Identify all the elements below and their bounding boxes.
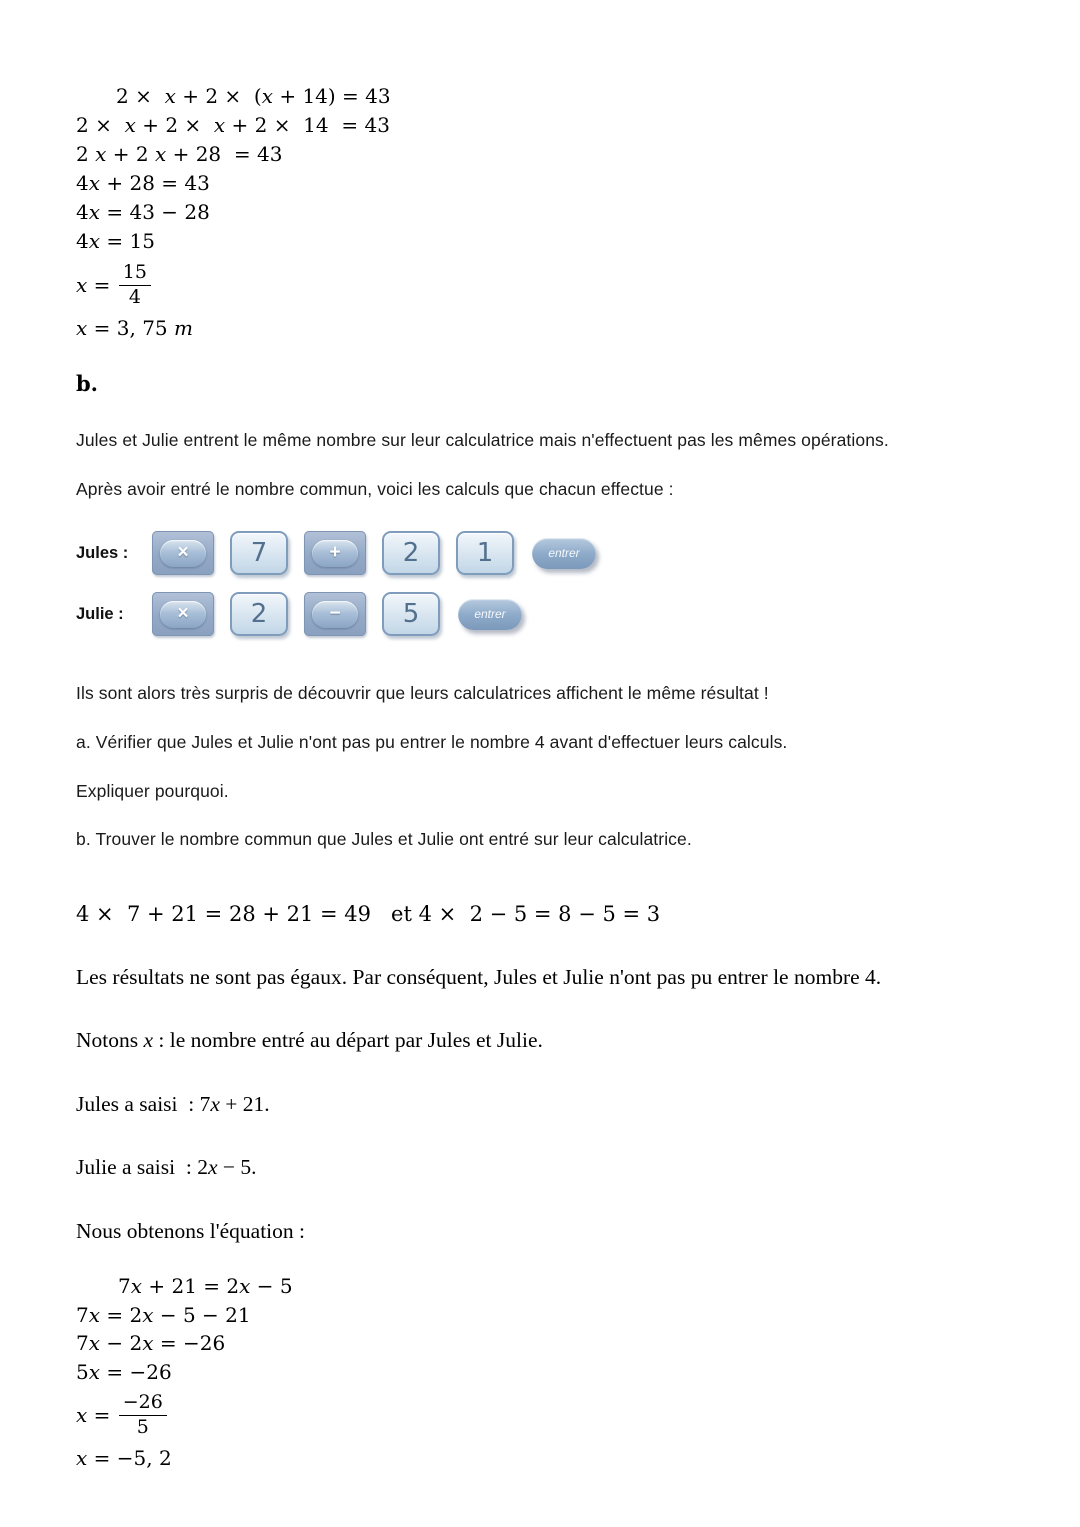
exercise-intro-2: Après avoir entré le nombre commun, voici les calculs que chacun effectue : — [76, 478, 674, 499]
equation-result: x = 3, 75 m — [76, 316, 193, 340]
fraction — [119, 262, 151, 309]
question-b: b. Trouver le nombre commun que Jules et Julie ont entré sur leur calculatrice. — [76, 829, 692, 850]
equation-line: 7x = 2x − 5 − 21 — [76, 1302, 251, 1327]
question-a-continuation: Expliquer pourquoi. — [76, 780, 229, 801]
exercise-intro-1: Jules et Julie entrent le même nombre sur leur calculatrice mais n'effectuent pas les mêmes opérations. — [76, 430, 889, 450]
equation-line: 7x + 21 = 2x − 5 — [118, 1274, 293, 1299]
equation-block-top — [76, 82, 1002, 343]
julie-label: Julie : — [76, 604, 124, 623]
equation-line: 4x = 15 — [76, 229, 155, 253]
fraction — [119, 1392, 167, 1439]
verification-line: 4 × 7 + 21 = 28 + 21 = 49 et 4 × 2 − 5 = 8 − 5 = 3 — [76, 901, 661, 926]
question-a: a. Vérifier que Jules et Julie n'ont pas pu entrer le nombre 4 avant d'effectuer leurs calculs. — [76, 731, 788, 752]
equation-line: 5x = −26 — [76, 1359, 172, 1384]
jules-label: Jules : — [76, 543, 129, 562]
julie-key-multiply — [152, 592, 214, 636]
equation-line: 4x + 28 = 43 — [76, 171, 210, 195]
exercise-statement — [76, 429, 1002, 852]
jules-key-7: 7 — [230, 531, 288, 575]
minus-key-cap: − — [312, 601, 358, 628]
julie-key-5: 5 — [382, 592, 440, 636]
fraction-lhs: x = — [76, 272, 117, 297]
jules-key-enter: entrer — [532, 538, 596, 569]
notation-paragraph: Notons x : le nombre entré au départ par Jules et Julie. — [76, 1028, 543, 1053]
fraction-numerator: −26 — [122, 1390, 163, 1413]
multiply-key-cap: × — [160, 540, 206, 567]
equation-line: 4x = 43 − 28 — [76, 200, 210, 224]
equation-result: x = −5, 2 — [76, 1446, 172, 1471]
jules-key-1: 1 — [456, 531, 514, 575]
julie-key-row — [76, 592, 1002, 636]
julie-key-2: 2 — [230, 592, 288, 636]
fraction-line — [76, 1386, 1002, 1444]
julie-key-minus — [304, 592, 366, 636]
julie-key-enter: entrer — [458, 599, 522, 630]
equation-line: 7x − 2x = −26 — [76, 1331, 226, 1356]
equation-line: 2 x + 2 x + 28 = 43 — [76, 142, 283, 166]
equation-intro: Nous obtenons l'équation : — [76, 1218, 306, 1243]
equation-line: 2 × x + 2 × (x + 14) = 43 — [116, 84, 391, 108]
fraction-line — [76, 256, 1002, 314]
exercise-surprise: Ils sont alors très surpris de découvrir que leurs calculatrices affichent le même résultat ! — [76, 683, 769, 704]
fraction-denominator: 5 — [136, 1415, 149, 1438]
fraction-denominator: 4 — [128, 285, 141, 308]
julie-expression: Julie a saisi : 2x − 5. — [76, 1155, 257, 1180]
fraction-numerator: 15 — [122, 260, 147, 283]
answer-section — [76, 962, 1002, 1247]
jules-key-plus — [304, 531, 366, 575]
jules-expression: Jules a saisi : 7x + 21. — [76, 1091, 270, 1116]
multiply-key-cap: × — [160, 601, 206, 628]
fraction-lhs: x = — [76, 1403, 117, 1428]
jules-key-multiply — [152, 531, 214, 575]
equation-line: 2 × x + 2 × x + 2 × 14 = 43 — [76, 113, 390, 137]
equation-block-bottom — [76, 1272, 1002, 1473]
plus-key-cap: + — [312, 540, 358, 567]
jules-key-2: 2 — [382, 531, 440, 575]
conclusion-paragraph: Les résultats ne sont pas égaux. Par conséquent, Jules et Julie n'ont pas pu entrer le nombre 4. — [76, 964, 882, 989]
section-label-b: b. — [76, 371, 98, 396]
jules-key-row — [76, 531, 1002, 575]
